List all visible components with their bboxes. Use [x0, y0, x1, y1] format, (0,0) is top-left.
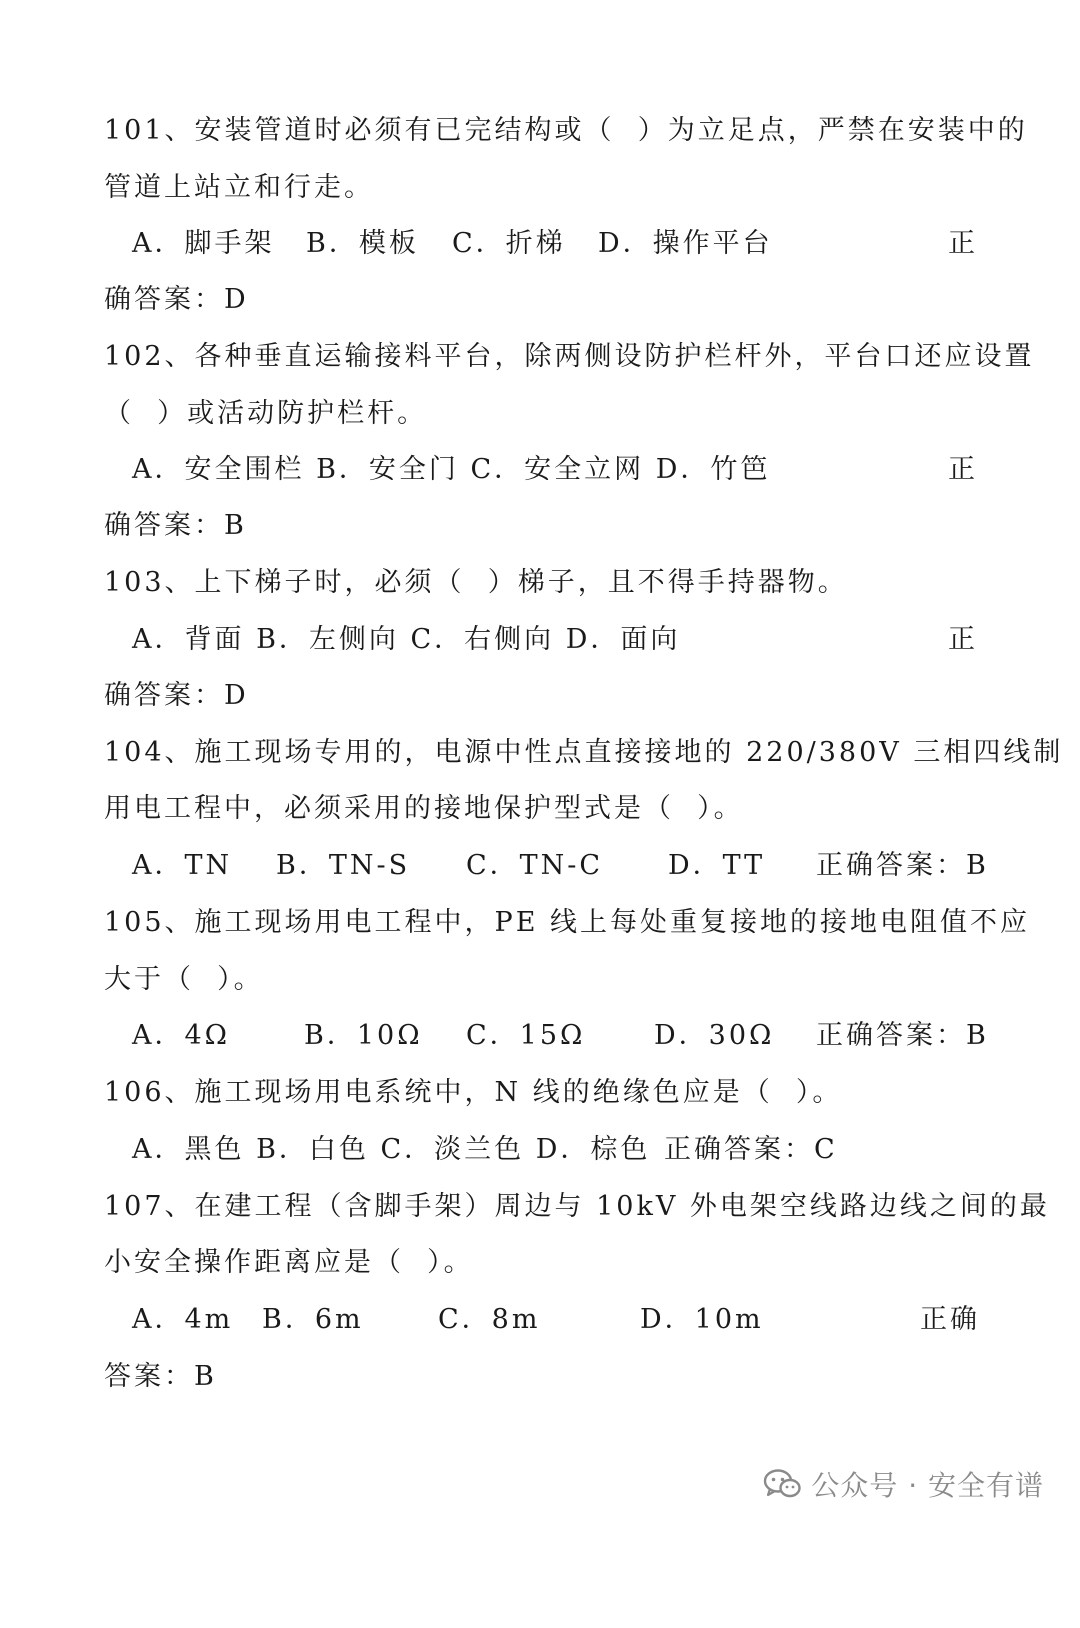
option-c: C．折梯 — [452, 228, 566, 259]
question-107-options — [0, 1292, 1080, 1348]
wechat-icon — [763, 1469, 801, 1499]
answer-text: 正确答案：B — [816, 1020, 989, 1051]
question-107-answer — [0, 1349, 1080, 1405]
question-102-answer — [0, 498, 1080, 554]
question-104-options — [0, 838, 1080, 894]
option-c: C．8m — [438, 1304, 541, 1335]
option-d: D．TT — [668, 850, 766, 881]
option-b: B．10Ω — [304, 1020, 423, 1051]
question-103-options — [0, 612, 1080, 668]
option-d: D．10m — [640, 1304, 764, 1335]
answer-head: 正 — [948, 228, 978, 259]
question-102-line1 — [0, 329, 1080, 385]
question-text: 102、各种垂直运输接料平台，除两侧设防护栏杆外，平台口还应设置 — [104, 341, 1035, 372]
question-text: 104、施工现场专用的，电源中性点直接接地的 220/380V 三相四线制 — [104, 737, 1064, 768]
question-103-answer — [0, 668, 1080, 724]
answer-text: 确答案：D — [104, 680, 249, 711]
answer-head: 正 — [948, 454, 978, 485]
question-text: 106、施工现场用电系统中，N 线的绝缘色应是（ ）。 — [104, 1077, 843, 1108]
question-101-answer — [0, 272, 1080, 328]
option-b: B．6m — [262, 1304, 364, 1335]
question-text: 107、在建工程（含脚手架）周边与 10kV 外电架空线路边线之间的最 — [104, 1191, 1050, 1222]
question-105-line1 — [0, 895, 1080, 951]
question-107-line1 — [0, 1179, 1080, 1235]
question-text: 用电工程中，必须采用的接地保护型式是（ ）。 — [104, 793, 744, 824]
option-a: A．TN — [132, 850, 233, 881]
option-c: C．15Ω — [466, 1020, 586, 1051]
option-a: A．脚手架 — [132, 228, 275, 259]
option-c: C．TN-C — [466, 850, 604, 881]
question-text: 103、上下梯子时，必须（ ）梯子，且不得手持器物。 — [104, 567, 848, 598]
option-a: A．4Ω — [132, 1020, 231, 1051]
question-102-line2 — [0, 386, 1080, 442]
answer-head: 正确 — [920, 1304, 980, 1335]
option-d: D．30Ω — [654, 1020, 775, 1051]
answer-text: 正确答案：C — [664, 1134, 838, 1165]
question-104-line1 — [0, 725, 1080, 781]
question-104-line2 — [0, 781, 1080, 837]
question-101-options — [0, 216, 1080, 272]
answer-text: 确答案：D — [104, 284, 249, 315]
watermark-text: 公众号 · 安全有谱 — [811, 1469, 1044, 1502]
question-105-line2 — [0, 952, 1080, 1008]
answer-text: 正确答案：B — [816, 850, 989, 881]
question-text: （ ）或活动防护栏杆。 — [104, 398, 428, 429]
options-text: A．安全围栏 B．安全门 C．安全立网 D．竹笆 — [132, 454, 771, 485]
watermark — [763, 1456, 1044, 1512]
question-107-line2 — [0, 1235, 1080, 1291]
question-text: 大于（ ）。 — [104, 964, 264, 995]
question-text: 105、施工现场用电工程中，PE 线上每处重复接地的接地电阻值不应 — [104, 907, 1030, 938]
question-text: 101、安装管道时必须有已完结构或（ ）为立足点，严禁在安装中的 — [104, 115, 1028, 146]
answer-text: 答案：B — [104, 1361, 217, 1392]
question-102-options — [0, 442, 1080, 498]
option-a: A．4m — [132, 1304, 234, 1335]
answer-head: 正 — [948, 624, 978, 655]
question-105-options — [0, 1008, 1080, 1064]
question-101-line2 — [0, 160, 1080, 216]
question-101-line1 — [0, 103, 1080, 159]
question-106-line1 — [0, 1065, 1080, 1121]
option-b: B．模板 — [306, 228, 419, 259]
option-b: B．TN-S — [276, 850, 411, 881]
options-text: A．背面 B．左侧向 C．右侧向 D．面向 — [132, 624, 681, 655]
option-d: D．操作平台 — [598, 228, 773, 259]
question-text: 小安全操作距离应是（ ）。 — [104, 1247, 474, 1278]
question-103-line1 — [0, 555, 1080, 611]
answer-text: 确答案：B — [104, 510, 247, 541]
question-106-options — [0, 1122, 1080, 1178]
question-text: 管道上站立和行走。 — [104, 172, 374, 203]
options-text: A．黑色 B．白色 C．淡兰色 D．棕色 — [132, 1134, 651, 1165]
